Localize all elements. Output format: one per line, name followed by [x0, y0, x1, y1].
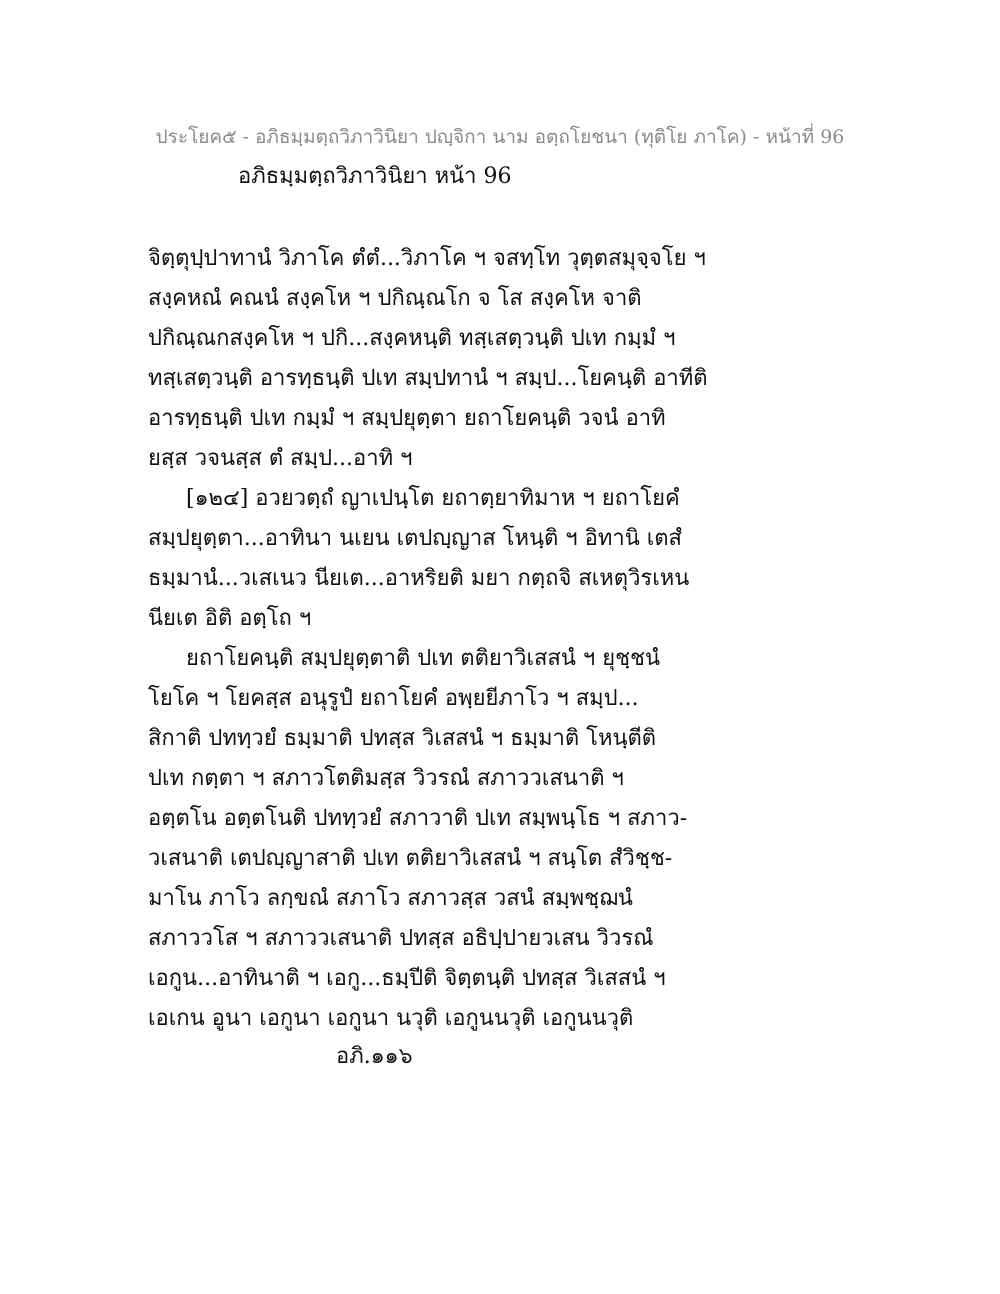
body-line: อารทฺธนฺติ ปเท กมฺมํ ฯ สมฺปยุตฺตา ยถาโยคนฺติ วจนํ อาทิ	[148, 406, 666, 431]
body-line: นียเต อิติ อตฺโถ ฯ	[148, 606, 312, 631]
body-line: ยถาโยคนฺติ สมฺปยุตฺตาติ ปเท ตติยาวิเสสนํ ฯ ยุชฺชนํ	[186, 646, 660, 671]
body-line: วเสนาติ เตปญฺญาสาติ ปเท ตติยาวิเสสนํ ฯ สนฺโต สํวิชฺช-	[148, 846, 673, 871]
body-line: สภาววโส ฯ สภาววเสนาติ ปทสฺส อธิปฺปายวเสน วิวรณํ	[148, 926, 654, 951]
body-line: สิกาติ ปททฺวยํ ธมฺมาติ ปทสฺส วิเสสนํ ฯ ธมฺมาติ โหนฺตีติ	[148, 726, 657, 751]
body-line: [๑๒๔] อวยวตฺถํ ญาเปนฺโต ยถาตฺยาทิมาห ฯ ยถาโยคํ	[186, 486, 680, 511]
body-line: ยสฺส วจนสฺส ตํ สมฺป...อาทิ ฯ	[148, 446, 413, 471]
body-line: อตฺตโน อตฺตโนติ ปททฺวยํ สภาวาติ ปเท สมฺพนฺโธ ฯ สภาว-	[148, 806, 688, 831]
body-line: สงฺคหณํ คณนํ สงฺคโห ฯ ปกิณฺณโก จ โส สงฺคโห จาติ	[148, 286, 642, 311]
page-code: อภิ.๑๑๖	[336, 1044, 413, 1069]
body-line: สมฺปยุตฺตา...อาทินา นเยน เตปญฺญาส โหนฺติ ฯ อิทานิ เตสํ	[148, 526, 682, 551]
body-line: เอเกน อูนา เอกูนา เอกูนา นวุติ เอกูนนวุติ เอกูนนวุติ	[148, 1006, 634, 1031]
body-line: ธมฺมานํ...วเสเนว นียเต...อาหริยติ มยา กตฺถจิ สเหตุวิรเหน	[148, 566, 690, 591]
body-line: โยโค ฯ โยคสฺส อนุรูปํ ยถาโยคํ อพฺยยีภาโว ฯ สมฺป...	[148, 686, 639, 711]
body-line: ทสฺเสตฺวนฺติ อารทฺธนฺติ ปเท สมฺปทานํ ฯ สมฺป...โยคนฺติ อาทีติ	[148, 366, 708, 391]
body-line: เอกูน...อาทินาติ ฯ เอกู...ธมฺปีติ จิตฺตนฺติ ปทสฺส วิเสสนํ ฯ	[148, 966, 666, 991]
body-line: ปกิณฺณกสงฺคโห ฯ ปกิ...สงฺคหนฺติ ทสฺเสตฺวนฺติ ปเท กมฺมํ ฯ	[148, 326, 676, 351]
page-title: อภิธมฺมตฺถวิภาวินิยา หน้า 96	[238, 164, 512, 189]
running-header: ประโยค๕ - อภิธมฺมตฺถวิภาวินิยา ปญฺจิกา นาม อตฺถโยชนา (ทุติโย ภาโค) - หน้าที่ 96	[155, 126, 845, 148]
body-line: จิตฺตุปฺปาทานํ วิภาโค ตํตํ...วิภาโค ฯ จสทฺโท วุตฺตสมุจฺจโย ฯ	[148, 246, 706, 271]
body-line: ปเท กตฺตา ฯ สภาวโตติมสฺส วิวรณํ สภาววเสนาติ ฯ	[148, 766, 624, 791]
body-line: มาโน ภาโว ลกฺขณํ สภาโว สภาวสฺส วสนํ สมฺพชฺฌนํ	[148, 886, 633, 911]
